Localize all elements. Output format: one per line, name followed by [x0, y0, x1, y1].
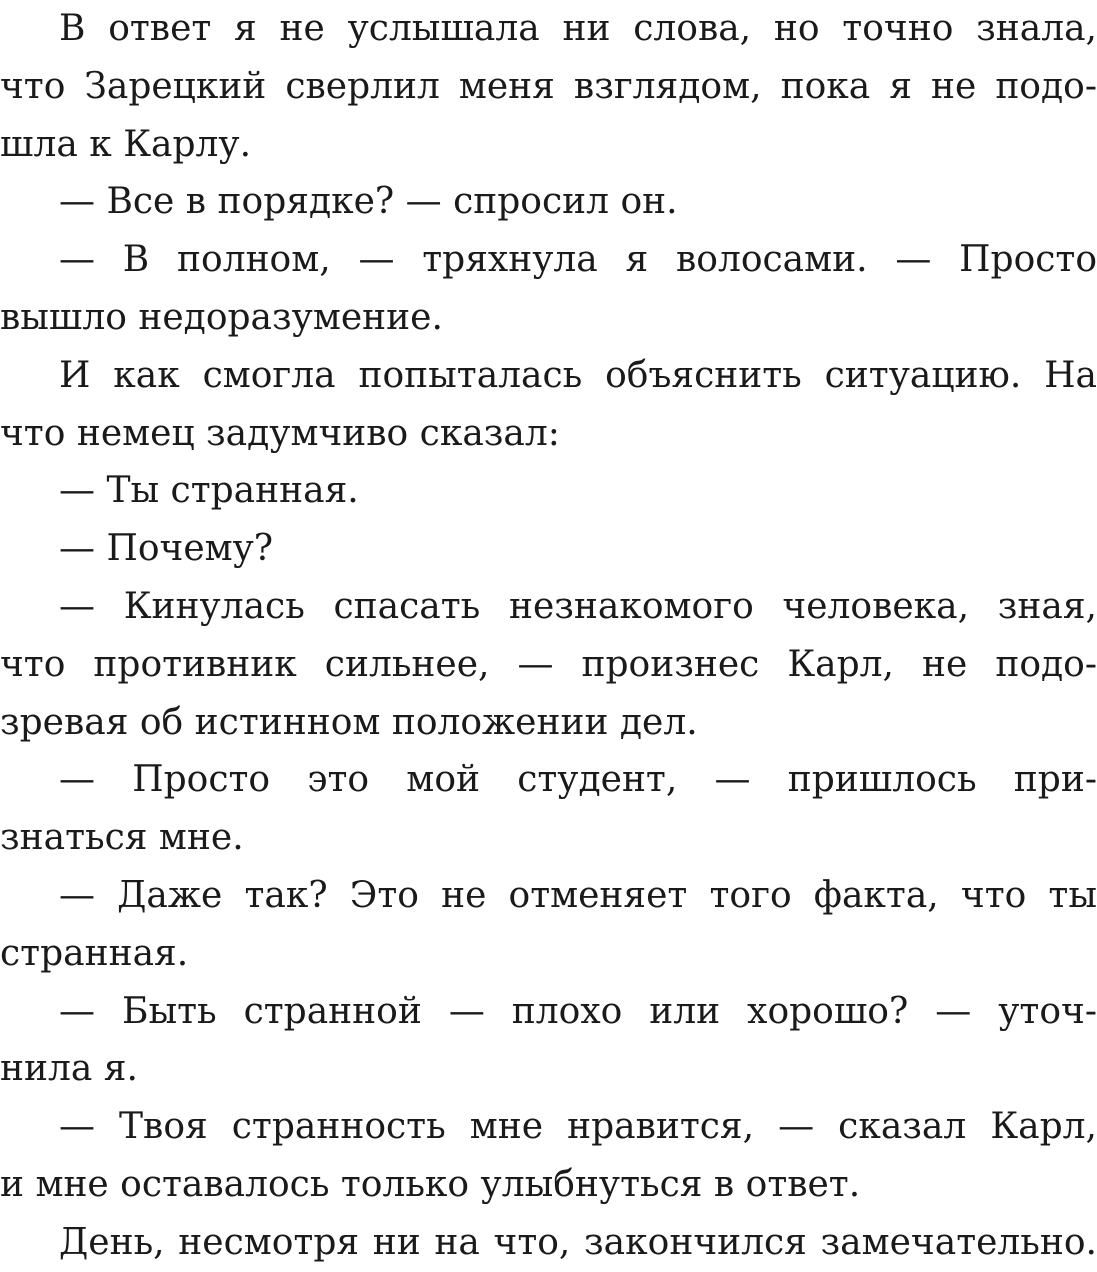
text-line: зревая об истинном положении дел. [0, 701, 698, 743]
text-line: — Твоя странность мне нравится, — сказал Карл, [59, 1106, 1097, 1148]
text-line: шла к Карлу. [0, 123, 252, 165]
text-line: что немец задумчиво сказал: [0, 412, 560, 454]
text-line: В ответ я не услышала ни слова, но точно знала, [59, 8, 1097, 49]
text-line: нила я. [0, 1048, 138, 1090]
text-line: — Ты странная. [59, 470, 359, 512]
text-line: — Все в порядке? — спросил он. [59, 181, 678, 223]
text-line: и мне оставалось только улыбнуться в ответ. [0, 1163, 861, 1205]
text-line: — Даже так? Это не отменяет того факта, что ты [59, 874, 1097, 916]
text-line: И как смогла попыталась объяснить ситуацию. На [59, 354, 1097, 396]
text-line: странная. [0, 932, 189, 974]
text-line: что Зарецкий сверлил меня взглядом, пока я не подо- [0, 65, 1097, 107]
text-line: что противник сильнее, — произнес Карл, не подо- [0, 643, 1097, 685]
text-line: вышло недоразумение. [0, 296, 443, 338]
text-line: знаться мне. [0, 817, 244, 859]
text-line: — Кинулась спасать незнакомого человека, зная, [59, 585, 1097, 627]
text-line: — Быть странной — плохо или хорошо? — уточ- [59, 990, 1097, 1032]
text-line: — Просто это мой студент, — пришлось при- [59, 759, 1097, 801]
text-line: — В полном, — тряхнула я волосами. — Просто [59, 239, 1097, 281]
text-line: — Почему? [59, 528, 274, 570]
text-line: День, несмотря ни на что, закончился замечательно. [59, 1221, 1097, 1263]
